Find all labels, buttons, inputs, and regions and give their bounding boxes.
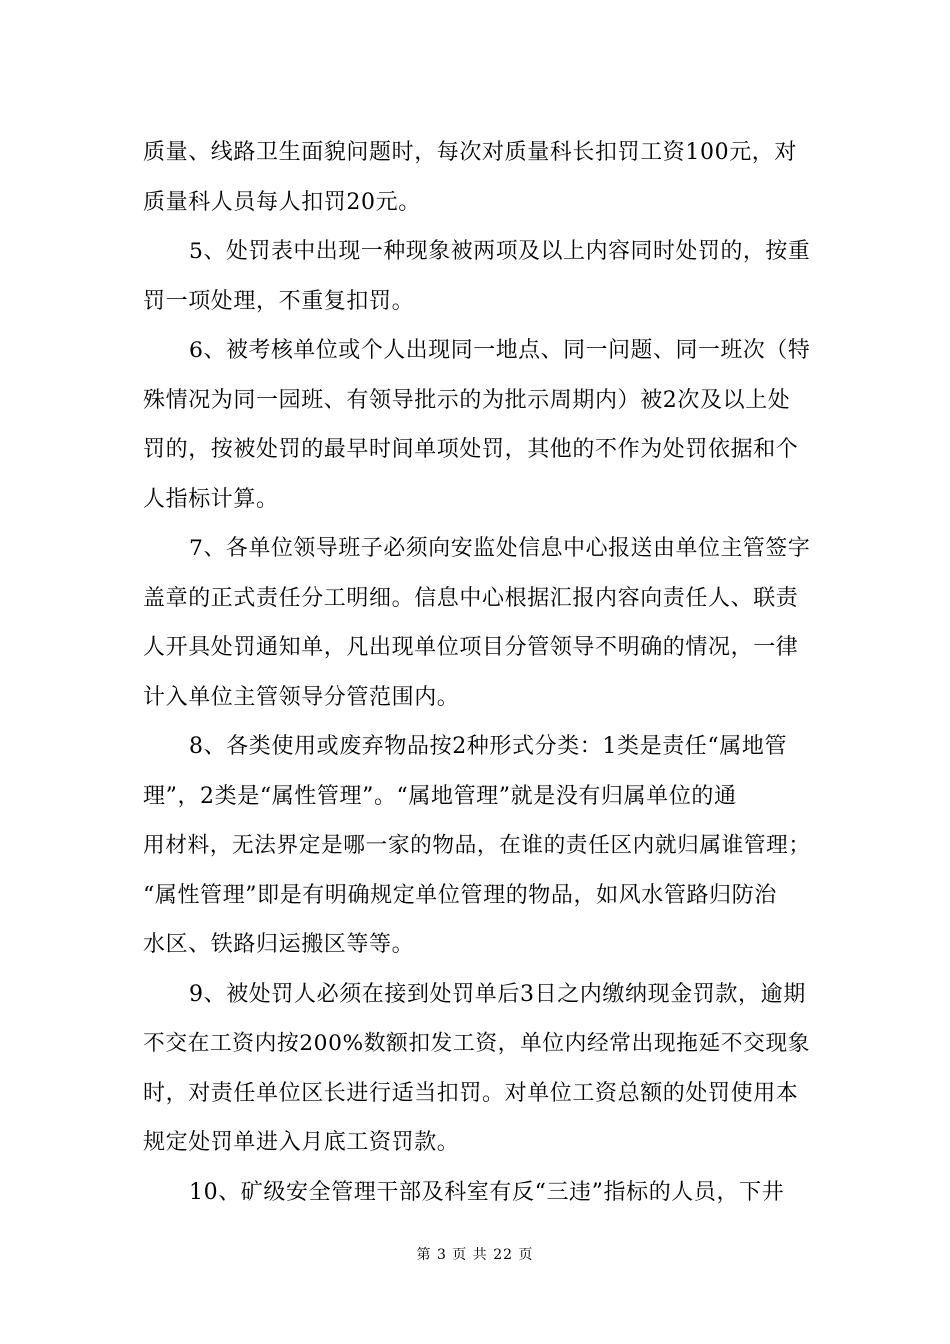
text-line: 规定处罚单进入月底工资罚款。 xyxy=(143,1130,460,1155)
text-line: 5、处罚表中出现一种现象被两项及以上内容同时处罚的，按重 xyxy=(189,239,811,264)
text-line: “属性管理”即是有明确规定单位管理的物品，如风水管路归防治 xyxy=(143,882,777,908)
page-footer: 第 3 页 共 22 页 xyxy=(416,1247,534,1263)
text-line: 盖章的正式责任分工明细。信息中心根据汇报内容向责任人、联责 xyxy=(143,585,799,611)
text-line: 水区、铁路归运搬区等等。 xyxy=(143,932,415,957)
text-line: 不交在工资内按200%数额扣发工资，单位内经常出现拖延不交现象 xyxy=(143,1031,811,1056)
text-line: 人指标计算。 xyxy=(143,486,279,512)
text-line: 计入单位主管领导分管范围内。 xyxy=(143,684,460,710)
text-line: 罚的，按被处罚的最早时间单项处罚，其他的不作为处罚依据和个 xyxy=(143,437,799,462)
text-line: 时，对责任单位区长进行适当扣罚。对单位工资总额的处罚使用本 xyxy=(143,1080,799,1106)
text-line: 质量、线路卫生面貌问题时，每次对质量科长扣罚工资100元，对 xyxy=(143,140,797,165)
body-text xyxy=(143,128,811,1217)
text-line: 质量科人员每人扣罚20元。 xyxy=(143,189,421,215)
text-line: 理”，2类是“属性管理”。“属地管理”就是没有归属单位的通 xyxy=(143,783,737,809)
text-line: 9、被处罚人必须在接到处罚单后3日之内缴纳现金罚款，逾期 xyxy=(189,981,806,1007)
text-line: 人开具处罚通知单，凡出现单位项目分管领导不明确的情况，一律 xyxy=(143,635,799,660)
text-line: 殊情况为同一园班、有领导批示的为批示周期内）被2次及以上处 xyxy=(143,387,791,413)
text-line: 6、被考核单位或个人出现同一地点、同一问题、同一班次（特 xyxy=(189,338,811,363)
text-line: 罚一项处理，不重复扣罚。 xyxy=(143,288,415,314)
text-line: 10、矿级安全管理干部及科室有反“三违”指标的人员，下井 xyxy=(189,1179,785,1205)
text-line: 8、各类使用或废弃物品按2种形式分类：1类是责任“属地管 xyxy=(189,734,788,759)
text-line: 用材料，无法界定是哪一家的物品，在谁的责任区内就归属谁管理； xyxy=(143,833,811,858)
text-line: 7、各单位领导班子必须向安监处信息中心报送由单位主管签字 xyxy=(189,536,811,561)
